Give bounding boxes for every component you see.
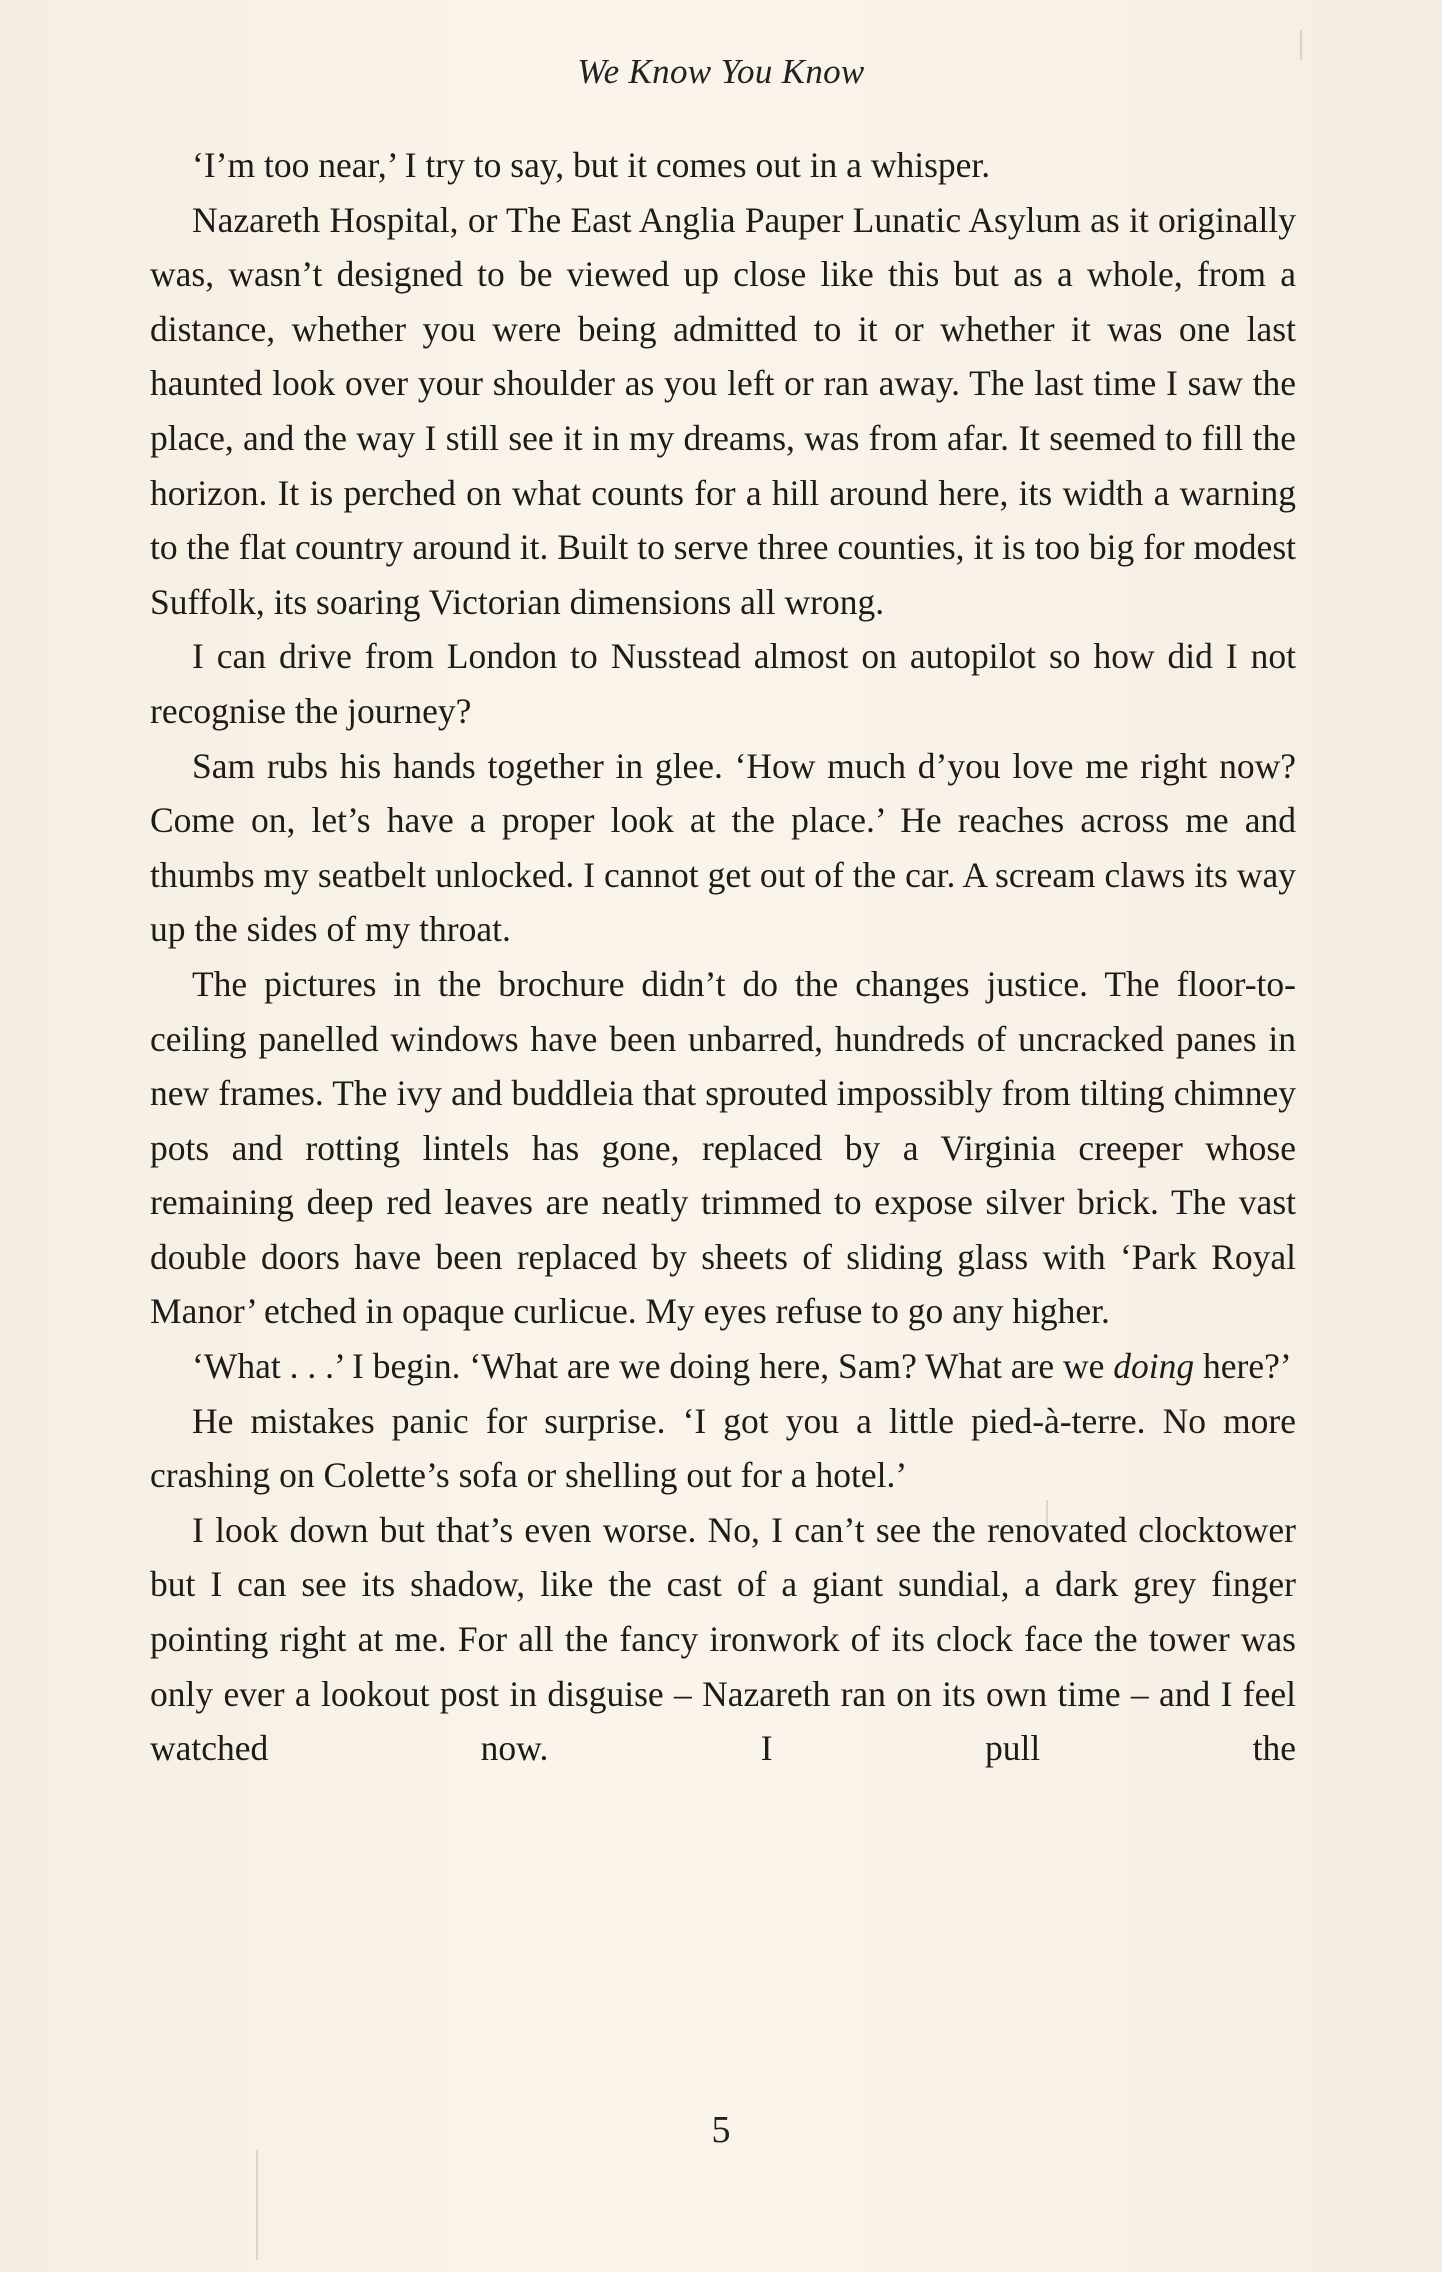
page-number: 5 [711, 2109, 731, 2151]
italic-emphasis: doing [1113, 1346, 1195, 1387]
running-head: We Know You Know [577, 52, 865, 91]
paragraph: He mistakes panic for surprise. ‘I got you a little pied-à-terre. No more crashing on Colette’s sofa or shelling out for a hotel.’ [150, 1400, 1296, 1496]
paragraph-text: ‘What . . .’ I begin. ‘What are we doing here, Sam? What are we [192, 1346, 1114, 1387]
paragraph [150, 1339, 1296, 1394]
scan-line-mark [256, 2150, 258, 2260]
paragraph: I can drive from London to Nusstead almost on autopilot so how did I not recognise the journey? [150, 636, 1296, 731]
paragraph: The pictures in the brochure didn’t do the changes justice. The floor-to-ceiling panelled windows have been unbarred, hundreds of uncracked panes in new frames. The ivy and buddleia that sprouted impossibly from tilting chimney pots and rotting lintels has gone, replaced by a Virginia creeper whose remaining deep red leaves are neatly trimmed to expose silver brick. The vast double doors have been replaced by sheets of sliding glass with ‘Park Royal Manor’ etched in opaque curlicue. My eyes refuse to go any higher. [150, 963, 1296, 1332]
paragraph: I look down but that’s even worse. No, I can’t see the renovated clocktower but I can see its shadow, like the cast of a giant sundial, a dark grey finger pointing right at me. For all the fancy ironwork of its clock face the tower was only ever a lookout post in disguise – Nazareth ran on its own time – and I feel watched now. I pull the [150, 1509, 1296, 1769]
paragraph: Nazareth Hospital, or The East Anglia Pauper Lunatic Asylum as it originally was, wasn’t designed to be viewed up close like this but as a whole, from a distance, whether you were being admitted to it or whether it was one last haunted look over your shoulder as you left or ran away. The last time I saw the place, and the way I still see it in my dreams, was from afar. It seemed to fill the horizon. It is perched on what counts for a hill around here, its width a warning to the flat country around it. Built to serve three counties, it is too big for modest Suffolk, its soaring Victorian dimensions all wrong. [150, 199, 1296, 622]
body-text [150, 138, 1296, 1776]
paragraph: Sam rubs his hands together in glee. ‘How much d’you love me right now? Come on, let’s have a proper look at the place.’ He reaches across me and thumbs my seatbelt unlocked. I cannot get out of the car. A scream claws its way up the sides of my throat. [150, 745, 1296, 950]
paragraph-text: here?’ [1194, 1346, 1292, 1387]
paragraph: ‘I’m too near,’ I try to say, but it comes out in a whisper. [192, 145, 991, 185]
